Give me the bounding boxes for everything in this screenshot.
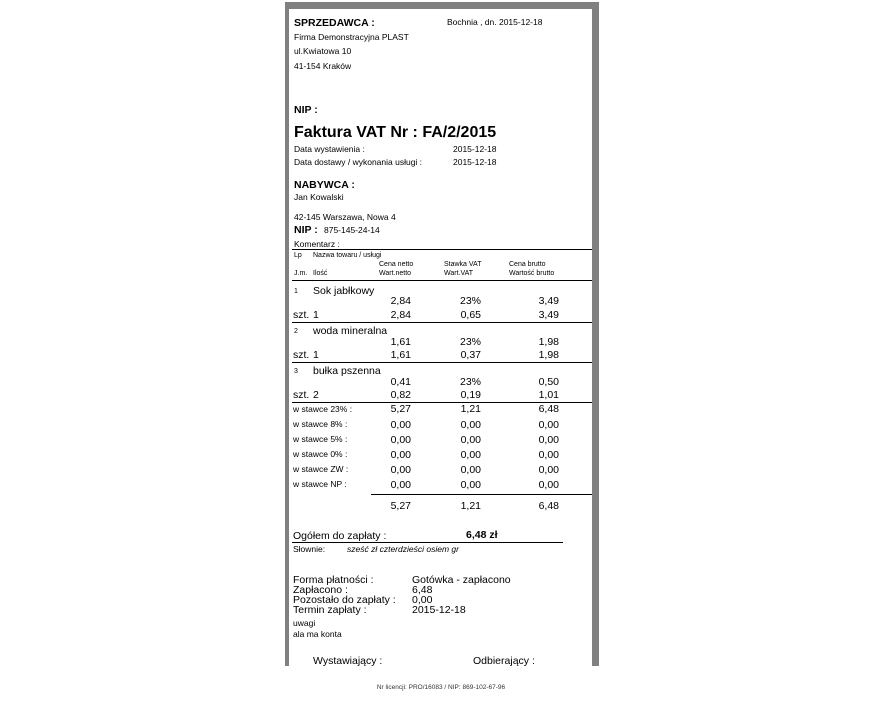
vat-vat: 0,00	[460, 419, 481, 431]
total-vat: 1,21	[460, 500, 481, 512]
vat-rate-label: w stawce 23% :	[293, 404, 353, 414]
divider	[292, 280, 592, 281]
item-value-net: 1,61	[390, 349, 411, 361]
item-rate: 23%	[459, 295, 481, 307]
vat-rate-label: w stawce 8% :	[293, 419, 348, 429]
vat-gross: 0,00	[538, 464, 559, 476]
vat-gross: 0,00	[538, 419, 559, 431]
due-date-label: Termin zapłaty :	[293, 604, 367, 616]
divider	[292, 249, 592, 250]
total-due-label: Ogółem do zapłaty :	[293, 530, 387, 542]
item-value-vat: 0,19	[460, 389, 481, 401]
vat-net: 0,00	[390, 419, 411, 431]
th-gross-price: Cena brutto	[509, 261, 546, 268]
total-due-amount: 6,48 zł	[466, 529, 498, 541]
vat-net: 5,27	[390, 403, 411, 415]
item-price-net: 2,84	[390, 295, 411, 307]
item-qty: 1	[313, 349, 319, 361]
vat-gross: 0,00	[538, 479, 559, 491]
item-value-vat: 0,37	[460, 349, 481, 361]
vat-vat: 0,00	[460, 449, 481, 461]
vat-rate-label: w stawce NP :	[293, 479, 347, 489]
amount-in-words: sześć zł czterdzieści osiem gr	[347, 544, 459, 554]
vat-rate-label: w stawce 0% :	[293, 449, 348, 459]
total-gross: 6,48	[538, 500, 559, 512]
vat-net: 0,00	[390, 449, 411, 461]
item-qty: 1	[313, 309, 319, 321]
th-unit: J.m.	[294, 270, 308, 277]
item-rate: 23%	[459, 336, 481, 348]
amount-in-words-label: Słownie:	[293, 544, 326, 554]
buyer-name: Jan Kowalski	[294, 192, 344, 202]
seller-label: SPRZEDAWCA :	[294, 17, 375, 29]
vat-net: 0,00	[390, 479, 411, 491]
item-value-gross: 1,01	[538, 389, 559, 401]
vat-net: 0,00	[390, 434, 411, 446]
item-name: bułka pszenna	[313, 365, 381, 377]
buyer-label: NABYWCA :	[294, 179, 355, 191]
item-value-vat: 0,65	[460, 309, 481, 321]
th-name: Nazwa towaru / usługi	[313, 252, 382, 259]
issuer-signature-label: Wystawiający :	[313, 655, 383, 666]
item-lp: 1	[294, 288, 298, 295]
divider	[292, 362, 592, 363]
notes: ala ma konta	[293, 629, 342, 639]
remaining-amount: 0,00	[412, 594, 433, 606]
delivery-date: 2015-12-18	[453, 157, 497, 167]
vat-rate-label: w stawce 5% :	[293, 434, 348, 444]
vat-net: 0,00	[390, 464, 411, 476]
buyer-nip-label: NIP :	[294, 224, 318, 236]
total-net: 5,27	[390, 500, 411, 512]
seller-street: ul.Kwiatowa 10	[294, 46, 352, 56]
seller-name: Firma Demonstracyjna PLAST	[294, 32, 409, 42]
divider	[292, 542, 563, 543]
item-price-gross: 3,49	[538, 295, 559, 307]
item-value-net: 2,84	[390, 309, 411, 321]
divider	[371, 494, 592, 495]
th-lp: Lp	[294, 252, 302, 259]
receiver-signature-label: Odbierający :	[473, 655, 535, 666]
invoice-title: Faktura VAT Nr : FA/2/2015	[294, 124, 497, 141]
item-unit: szt.	[293, 389, 310, 401]
buyer-address: 42-145 Warszawa, Nowa 4	[294, 212, 396, 222]
th-net-value: Wart.netto	[379, 270, 412, 277]
item-price-gross: 1,98	[538, 336, 559, 348]
item-name: woda mineralna	[313, 325, 388, 337]
payment-form-label: Forma płatności :	[293, 574, 374, 586]
th-vat-rate: Stawka VAT	[444, 261, 482, 268]
comment-label: Komentarz :	[294, 239, 340, 249]
vat-gross: 0,00	[538, 434, 559, 446]
issue-date: 2015-12-18	[453, 144, 497, 154]
th-qty: Ilość	[313, 270, 328, 277]
seller-city: 41-154 Kraków	[294, 61, 352, 71]
item-lp: 2	[294, 328, 298, 335]
paid-amount: 6,48	[412, 584, 433, 596]
th-net-price: Cena netto	[379, 261, 414, 268]
item-lp: 3	[294, 368, 298, 375]
issue-date-label: Data wystawienia :	[294, 144, 365, 154]
vat-vat: 0,00	[460, 464, 481, 476]
due-date: 2015-12-18	[412, 604, 466, 616]
item-price-net: 0,41	[390, 376, 411, 388]
vat-vat: 0,00	[460, 479, 481, 491]
th-vat-value: Wart.VAT	[444, 270, 474, 277]
vat-vat: 0,00	[460, 434, 481, 446]
invoice-page	[289, 9, 592, 666]
item-value-gross: 3,49	[538, 309, 559, 321]
vat-vat: 1,21	[460, 403, 481, 415]
divider	[292, 322, 592, 323]
vat-gross: 0,00	[538, 449, 559, 461]
remaining-label: Pozostało do zapłaty :	[293, 594, 396, 606]
th-gross-value: Wartość brutto	[509, 270, 555, 277]
item-name: Sok jabłkowy	[313, 285, 375, 297]
license-footer: Nr licencji: PRO/16083 / NIP: 869-102-67-96	[376, 684, 506, 691]
item-value-net: 0,82	[390, 389, 411, 401]
item-price-net: 1,61	[390, 336, 411, 348]
vat-rate-label: w stawce ZW :	[293, 464, 349, 474]
delivery-date-label: Data dostawy / wykonania usługi :	[294, 157, 423, 167]
item-value-gross: 1,98	[538, 349, 559, 361]
vat-gross: 6,48	[538, 403, 559, 415]
notes-label: uwagi	[293, 618, 316, 628]
place-date: Bochnia , dn. 2015-12-18	[447, 17, 543, 27]
item-rate: 23%	[459, 376, 481, 388]
buyer-nip: 875-145-24-14	[324, 225, 380, 235]
seller-nip-label: NIP :	[294, 104, 318, 116]
item-qty: 2	[313, 389, 319, 401]
item-unit: szt.	[293, 309, 310, 321]
item-unit: szt.	[293, 349, 310, 361]
item-price-gross: 0,50	[538, 376, 559, 388]
paid-label: Zapłacono :	[293, 584, 348, 596]
payment-form: Gotówka - zapłacono	[412, 574, 511, 586]
